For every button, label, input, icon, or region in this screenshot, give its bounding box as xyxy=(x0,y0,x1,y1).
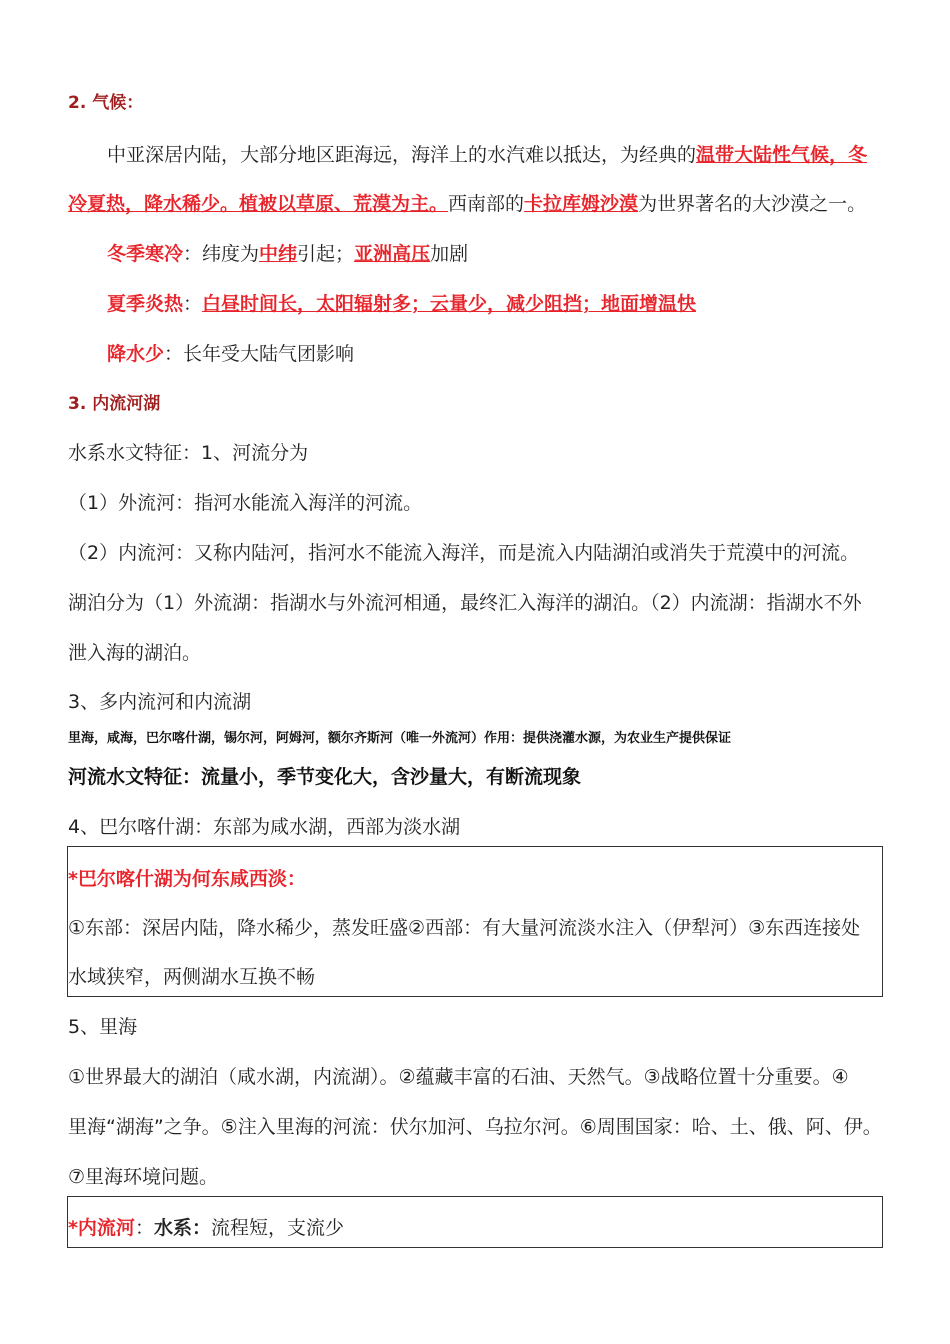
balkhash-line: 4、巴尔喀什湖：东部为咸水湖，西部为淡水湖 xyxy=(68,816,461,838)
balkhash-box-line2: 水域狭窄，两侧湖水互换不畅 xyxy=(68,966,316,988)
climate-paragraph-line1: 中亚深居内陆，大部分地区距海远，海洋上的水汽难以抵达，为经典的温带大陆性气候，冬 xyxy=(107,144,868,166)
rivers-line3: （2）内流河：又称内陆河，指河水不能流入海洋，而是流入内陆湖泊或消失于荒漠中的河流。 xyxy=(68,542,860,564)
rivers-line4: 湖泊分为（1）外流湖：指湖水与外流河相通，最终汇入海洋的湖泊。（2）内流湖：指湖水不外 xyxy=(68,592,862,614)
climate-paragraph-line2: 冷夏热，降水稀少。植被以草原、荒漠为主。西南部的卡拉库姆沙漠为世界著名的大沙漠之一。 xyxy=(68,193,867,215)
climate-heading: 2. 气候： xyxy=(68,93,144,113)
inland-river-line: *内流河：水系：流程短，支流少 xyxy=(68,1217,344,1239)
rivers-heading: 3. 内流河湖 xyxy=(68,394,161,414)
rivers-line6: 3、多内流河和内流湖 xyxy=(68,691,252,713)
inland-river-box xyxy=(67,1196,883,1248)
rivers-line2: （1）外流河：指河水能流入海洋的河流。 xyxy=(68,492,423,514)
river-hydrology-line: 河流水文特征：流量小，季节变化大，含沙量大，有断流现象 xyxy=(68,766,582,788)
balkhash-box-title: *巴尔喀什湖为何东咸西淡： xyxy=(68,868,306,890)
caspian-heading: 5、里海 xyxy=(68,1016,138,1038)
caspian-line1: ①世界最大的湖泊（咸水湖，内流湖）。②蕴藏丰富的石油、天然气。③战略位置十分重要。④ xyxy=(68,1066,849,1088)
rivers-list-line: 里海，咸海，巴尔喀什湖，锡尔河，阿姆河，额尔齐斯河（唯一外流河）作用：提供浇灌水源，为农业生产提供保证 xyxy=(68,731,732,746)
rain-line: 降水少：长年受大陆气团影响 xyxy=(107,343,355,365)
caspian-line3: ⑦里海环境问题。 xyxy=(68,1166,219,1188)
balkhash-box xyxy=(67,846,883,997)
caspian-line2: 里海“湖海”之争。⑤注入里海的河流：伏尔加河、乌拉尔河。⑥周围国家：哈、土、俄、阿、伊。 xyxy=(68,1116,882,1138)
summer-line: 夏季炎热：白昼时间长，太阳辐射多；云量少，减少阻挡；地面增温快 xyxy=(107,293,697,315)
balkhash-box-line1: ①东部：深居内陆，降水稀少，蒸发旺盛②西部：有大量河流淡水注入（伊犁河）③东西连接处 xyxy=(68,917,861,939)
rivers-line5: 泄入海的湖泊。 xyxy=(68,642,202,664)
winter-line: 冬季寒冷：纬度为中纬引起；亚洲高压加剧 xyxy=(107,243,469,265)
rivers-line1: 水系水文特征：1、河流分为 xyxy=(68,442,309,464)
